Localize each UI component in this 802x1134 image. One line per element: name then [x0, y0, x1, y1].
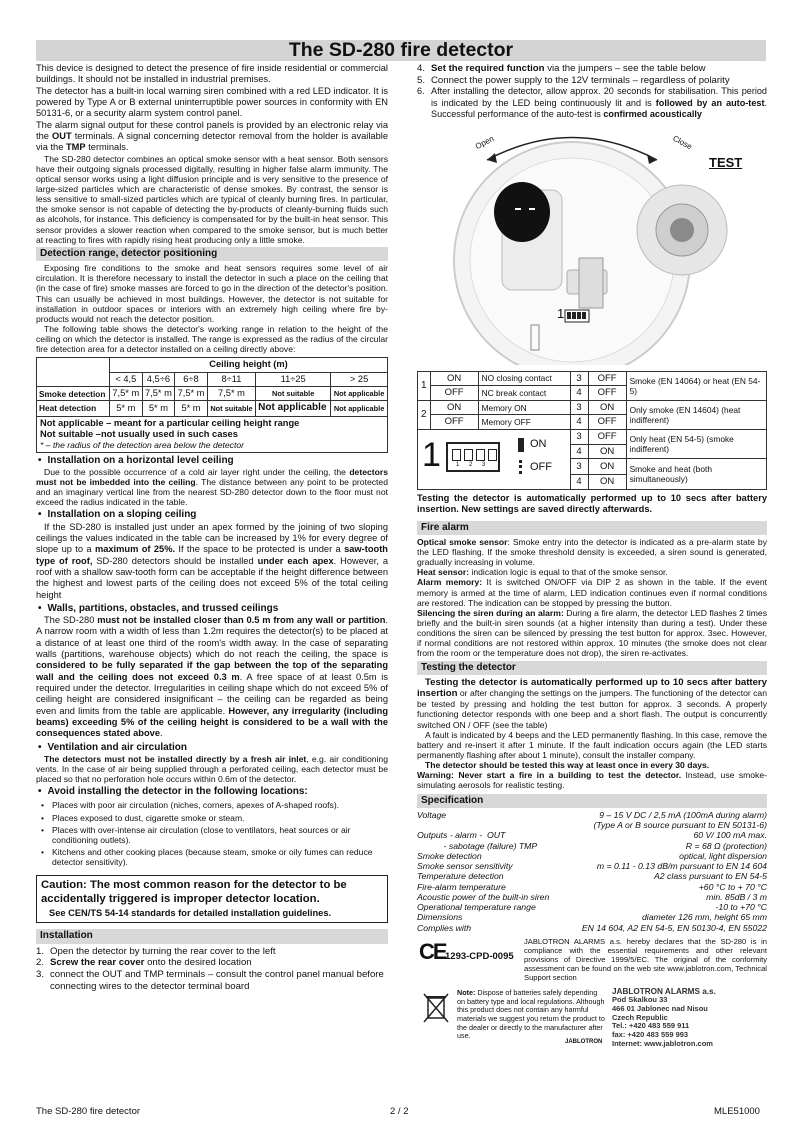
caution-box: Caution: The most common reason for the detector to be accidentally triggered is improper detector location. See CEN/TS 54-14 standards for detailed installation guidelines.: [36, 875, 388, 923]
table-row: Voltage 9 – 15 V DC / 2,5 mA (100mA during alarm): [417, 809, 767, 820]
table-row: 3 ON Smoke and heat (both simultaneously): [418, 459, 767, 475]
intro-p1: This device is designed to detect the presence of fire inside residential or commercial buildings. It should not be installed in industrial premises.: [36, 63, 388, 85]
dip-switch-cell: 1 1 2 3 ON OFF: [418, 430, 571, 490]
close-label: Close: [671, 133, 694, 152]
sloping-text: If the SD-280 is installed just under an apex formed by the joining of two sloping ceilings the values indicated in the table can be increased by 1% for every degree of slope up to a maximum of 25%. If the space to be protected is under a saw-tooth type of roof, SD-280 detectors should be installed under each apex. However, a roof with a shallow saw-tooth form can be acceptable if the height difference between the highest and lowest parts of the ceiling does not exceed 5% of the total ceiling height: [36, 521, 388, 600]
list-item: • Places with over-intense air circulation (close to ventilators, heat sources or air conditioning outlets).: [36, 825, 388, 845]
page-title: The SD-280 fire detector: [36, 40, 766, 61]
table-row: Outputs - alarm - OUT 60 V/ 100 mA max.: [417, 830, 767, 841]
jablotron-logo: JABLOTRON: [565, 1038, 603, 1045]
range-p1: Exposing fire conditions to the smoke and heat sensors requires some level of air circulation. It is therefore necessary to install the detector in such a place on the ceiling that (in the case of fire) smoke masses are forced to go in the direction of the detector's position. This can usually be achieved in most buildings. However, the detector is not suitable for installation in outdoor spaces or interiors with an extremely high ceiling where fire by-products would not reach the detector position.: [36, 263, 388, 324]
intro-p3: The alarm signal output for these control panels is provided by an electronic relay via the OUT terminals. A signal concerning detector removal from the holder is available via the TMP terminals.: [36, 119, 388, 153]
footer-block: [417, 937, 767, 1055]
table-header: Ceiling height (m): [110, 358, 388, 372]
jumper-number-label: 1: [557, 305, 565, 321]
intro-p4: The SD-280 detector combines an optical smoke sensor with a heat sensor. Both sensors have their outgoing signals processed digitally, resulting in higher false alarm immunity. The optical sensor works using a light diffusion principle and is very sensitive to the presence of large-sized particles which are characteristic of dense smokes. By contrast, the sensor is less sensitive to small-sized particles which are typical of cleanly burning fires. In particular, the smoke sensor is not capable of detecting the by-products of cleanly-burning fluids such as alcohols, for instance. This deficiency is compensated for by the built-in heat sensor. This sensor provides a slower reaction when compared to the smoke sensor, but is much better at reacting to fires with rapidly rising heat producing only a little smoke.: [36, 153, 388, 245]
testing-p2: A fault is indicated by 4 beeps and the LED permanently flashing. In this case, remove the battery and re-insert it after 1 minute. If the fault indication occurs again (the LED starts permanently flashing after about 1 minute), consult the installer company.: [417, 729, 767, 761]
page-number: 2 / 2: [390, 1106, 409, 1117]
table-row: 1 ON NO closing contact 3 OFF Smoke (EN 14064) or heat (EN 54-5): [418, 371, 767, 386]
table-row: Operational temperature range -10 to +70 °C: [417, 902, 767, 913]
open-label: Open: [473, 133, 496, 151]
ceiling-height-table: Ceiling height (m) < 4,5 4,5÷6 6÷8 8÷11 11÷25 > 25 Smoke detection 7,5* m 7,5* m 7,5* m 7,5* m Not suitable Not applicable Heat detection 5* m 5* m 5* m Not suitable Not applicable Not applicable: [36, 357, 388, 416]
left-column: [36, 63, 388, 992]
table-row: Dimensions diameter 126 mm, height 65 mm: [417, 912, 767, 923]
cpd-code: 1293-CPD-0095: [445, 950, 514, 962]
table-row: Smoke sensor sensitivity m = 0.11 - 0.13 dB/m pursuant to EN 14 604: [417, 861, 767, 872]
test-button-label: TEST: [709, 154, 743, 170]
table-notes: Not applicable – meant for a particular ceiling height range Not suitable –not usually used in such cases * – the radius of the detection area below the detector: [36, 417, 388, 453]
horizontal-text: Due to the possible occurrence of a cold air layer right under the ceiling, the detectors must not be imbedded into the ceiling. The distance between any point to be protected and an imaginary vertical line from the nearest SD-280 detector down to the floor must not exceed the radius indicated in the table.: [36, 466, 388, 508]
install-step-6: 6. After installing the detector, allow approx. 20 seconds for stabilisation. This period is indicated by the LED being continuously lit and is followed by an auto-test. Successful performance of the auto-test is confirmed acoustically: [417, 86, 767, 119]
testing-p3: The detector should be tested this way at least once in every 30 days.: [425, 760, 710, 771]
testing-heading: Testing the detector: [417, 661, 767, 675]
horizontal-heading: • Installation on a horizontal level ceiling: [36, 455, 388, 467]
list-item: • Places exposed to dust, cigarette smoke or steam.: [36, 813, 388, 823]
install-step-2: 2. Screw the rear cover onto the desired location: [36, 957, 252, 969]
list-item: • Places with poor air circulation (niches, corners, apexes of A-shaped roofs).: [36, 800, 388, 810]
fire-alarm-heading: Fire alarm: [417, 521, 767, 535]
table-row: Fire-alarm temperature +60 °C to + 70 °C: [417, 881, 767, 892]
table-row: 2 ON Memory ON 3 ON Only smoke (EN 14604) (heat indifferent): [418, 400, 767, 415]
off-jumper-icon: [519, 460, 522, 474]
installation-heading: Installation: [36, 929, 388, 943]
alarm-memory-text: Alarm memory: It is switched ON/OFF via DIP 2 as shown in the table. If the event memory is armed at the time of alarm, LED indication continues even if normal conditions are restored. The indication can be stopped by pressing the button.: [417, 577, 767, 608]
table-row: Complies with EN 14 604, A2 EN 54-5, EN 50130-4, EN 55022: [417, 922, 767, 933]
on-jumper-icon: [518, 438, 524, 452]
table-row: OFF NC break contact 4 OFF: [418, 386, 767, 401]
ventilation-heading: • Ventilation and air circulation: [36, 742, 388, 754]
testing-warning: Warning: Never start a fire in a building to test the detector. Instead, use smoke-simulating aerosols for realistic testing.: [417, 770, 767, 791]
walls-text: The SD-280 must not be installed closer than 0.5 m from any wall or partition. A narrow room with a width of less than 1.2m requires the detector(s) to be placed at a distance of at least one third of the room's width away. In the case of separating walls (partitions, warehouse objects) which do not reach the ceiling, the space is considered to be fully separated if the gap between the top of the separating wall and the ceiling does not exceed 0.3 m. A free space of at least 0.5m is required under the detector. Irregularities in ceiling shape which do not exceed 5% of ceiling height are considered insignificant – the ceiling can be regarded as being even and limits from the table are applicable. However, any irregularity (including beams) exceeding 5% of the ceiling height is considered to be a wall with the consequences stated above.: [36, 615, 388, 739]
install-step-3: 3. connect the OUT and TMP terminals – consult the control panel manual before connecting wires to the detector terminal board: [36, 968, 384, 992]
table-row: - sabotage (failure) TMP R = 68 Ω (protection): [417, 840, 767, 851]
table-row: 4 ON: [418, 475, 767, 490]
walls-heading: • Walls, partitions, obstacles, and trussed ceilings: [36, 603, 388, 615]
specification-table: [417, 810, 767, 933]
table-row: OFF Memory OFF 4 OFF: [418, 415, 767, 430]
table-row: (Type A or B source pursuant to EN 50131-6): [593, 820, 767, 831]
range-heading: Detection range, detector positioning: [36, 247, 388, 261]
install-step-5: 5. Connect the power supply to the 12V terminals – regardless of polarity: [417, 74, 730, 86]
list-item: • Kitchens and other cooking places (because steam, smoke or oily fumes can reduce detector sensitivity).: [36, 847, 388, 867]
intro-p2: The detector has a built-in local warning siren combined with a red LED indicator. It is powered by Type A or B external uninterruptible power sources in conformity with EN 50131-6, or a security alarm system control panel.: [36, 85, 388, 119]
testing-p1: Testing the detector is automatically performed up to 10 secs after battery insertion or after changing the settings on the jumpers. The functioning of the detector can be tested by pressing and holding the test button for approx. 3 seconds. A properly functioning detector responds with one beep and a short flash. The output is concurrently switched ON / OFF (see the table): [417, 676, 767, 730]
table-row: Acoustic power of the built-in siren min. 85dB / 3 m: [417, 891, 767, 902]
footer-title: The SD-280 fire detector: [36, 1106, 141, 1117]
sloping-heading: • Installation on a sloping ceiling: [36, 509, 388, 521]
avoid-heading: • Avoid installing the detector in the following locations:: [36, 786, 388, 798]
table-row: Smoke detection optical, light dispersion: [417, 850, 767, 861]
heat-sensor-text: Heat sensor: indication logic is equal to that of the smoke sensor.: [417, 567, 668, 578]
silencing-text: Silencing the siren during an alarm: During a fire alarm, the detector LED flashes 2 times briefly and the built-in siren sounds (at a higher intensity than during a test). Under these conditions the siren can be silenced by pressing the test button for approx. 3sec. However, if normal conditions are not restored within approx. 10 minutes (the smoke does not clear from the room or the temperature does not drop), the siren re-activates.: [417, 607, 767, 659]
recycle-bin-icon: [423, 992, 449, 1024]
right-column: [417, 63, 767, 1055]
install-step-4: 4. Set the required function via the jumpers – see the table below: [417, 63, 706, 74]
table-row: 4 ON: [418, 444, 767, 459]
table-row: Heat detection 5* m 5* m 5* m Not suitable Not applicable Not applicable: [37, 401, 388, 416]
range-p2: The following table shows the detector's working range in relation to the height of the ceiling on which the detector is installed. The range is expressed as the radius of the circular fire detection area for a detector installed on a ceiling directly above:: [36, 323, 388, 355]
detector-diagram: [417, 120, 767, 365]
company-stamp: JABLOTRON ALARMS a.s. Pod Skalkou 33 466 01 Jablonec nad Nisou Czech Republic Tel.: +420 483 559 911 fax: +420 483 559 993 Internet: www.jablotron.com: [612, 986, 716, 1048]
dip-switch-icon: 1 2 3: [446, 442, 500, 472]
install-step-1: 1. Open the detector by turning the rear cover to the left: [36, 945, 276, 957]
ce-declaration: JABLOTRON ALARMS a.s. hereby declares that the SD-280 is in compliance with the essential requirements and other relevant provisions of Directive 1999/5/EC. The original of the conformity assessment can be found on the web site www.jablotron.com, Technical Support section: [524, 936, 767, 983]
jumper-note: Testing the detector is automatically performed up to 10 secs after battery insertion. New settings are saved directly afterwards.: [417, 493, 767, 515]
document-code: MLE51000: [714, 1106, 760, 1117]
specification-heading: Specification: [417, 794, 767, 808]
ce-mark: CE: [419, 938, 446, 964]
ventilation-text: The detectors must not be installed directly by a fresh air inlet, e.g. air conditioning vents. In the case of air being supplied through a perforated ceiling, each detector must be placed so that no perforation hole occurs within 0.6m of the detector.: [36, 753, 388, 785]
disposal-note: Note: Dispose of batteries safely depending on battery type and local regulations. Although this product does not contain any harmful materials we suggest you return the product to the dealer or directly to the manufacturer after use.: [457, 987, 605, 1041]
table-row: Temperature detection A2 class pursuant to EN 54-5: [417, 871, 767, 882]
jumper-table: [417, 371, 767, 490]
table-row: 1 1 2 3 ON OFF 3 OFF Only heat (EN 54-5) (smoke indifferent): [418, 430, 767, 445]
optical-sensor-text: Optical smoke sensor: Smoke entry into the detector is indicated as a pre-alarm state by the LED flashing. If the smoke threshold density is exceeded, a siren sound is generated, gradually increasing in volume.: [417, 536, 767, 568]
table-row: Smoke detection 7,5* m 7,5* m 7,5* m 7,5* m Not suitable Not applicable: [37, 387, 388, 401]
